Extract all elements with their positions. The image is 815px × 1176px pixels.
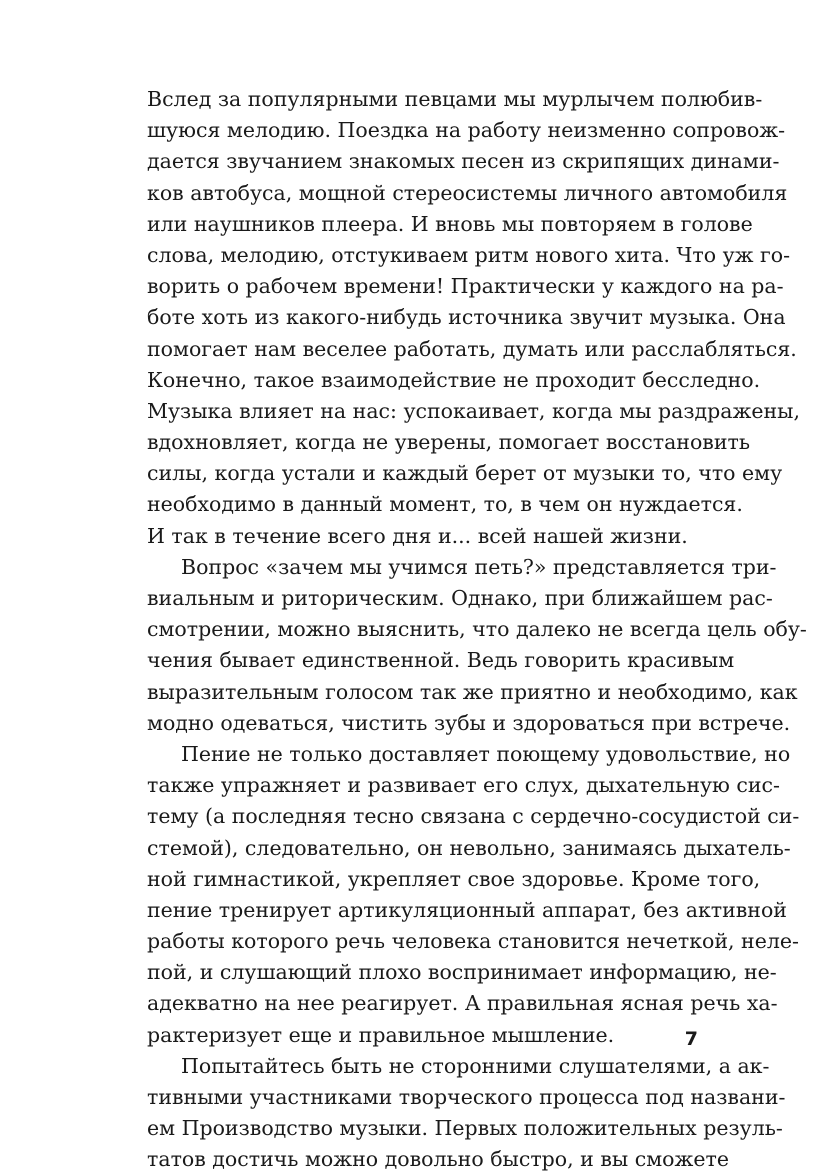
text-line: Конечно, такое взаимодействие не проходит бесследно. bbox=[147, 367, 761, 392]
text-line: пение тренирует артикуляционный аппарат, без активной bbox=[147, 897, 787, 922]
text-line: работы которого речь человека становится нечеткой, неле- bbox=[147, 929, 799, 954]
body-text bbox=[147, 84, 807, 1176]
paragraph bbox=[147, 739, 800, 1051]
text-line: помогает нам веселее работать, думать или расслабляться. bbox=[147, 336, 797, 361]
paragraph bbox=[147, 1051, 786, 1176]
text-line: необходимо в данный момент, то, в чем он нуждается. bbox=[147, 492, 743, 517]
text-line: ем Производство музыки. Первых положительных резуль- bbox=[147, 1116, 783, 1141]
text-line: или наушников плеера. И вновь мы повторяем в голове bbox=[147, 211, 753, 236]
text-line: адекватно на нее реагирует. А правильная ясная речь ха- bbox=[147, 991, 778, 1016]
text-line: тему (а последняя тесно связана с сердечно-сосудистой си- bbox=[147, 804, 800, 829]
text-line: стемой), следовательно, он невольно, занимаясь дыхатель- bbox=[147, 835, 791, 860]
text-line: слова, мелодию, отстукиваем ритм нового хита. Что уж го- bbox=[147, 242, 791, 267]
text-line: татов достичь можно довольно быстро, и вы сможете bbox=[147, 1147, 729, 1172]
text-line: шуюся мелодию. Поездка на работу неизменно сопровож- bbox=[147, 118, 786, 143]
page-number: 7 bbox=[684, 1028, 698, 1050]
text-line: силы, когда устали и каждый берет от музыки то, что ему bbox=[147, 461, 783, 486]
text-line: пой, и слушающий плохо воспринимает информацию, не- bbox=[147, 960, 777, 985]
text-line: рактеризует еще и правильное мышление. bbox=[147, 1022, 615, 1047]
text-line: также упражняет и развивает его слух, дыхательную сис- bbox=[147, 773, 780, 798]
text-line: ной гимнастикой, укрепляет свое здоровье. Кроме того, bbox=[147, 866, 761, 891]
text-line: тивными участниками творческого процесса под названи- bbox=[147, 1085, 786, 1109]
paragraph bbox=[147, 552, 807, 739]
text-line: Пение не только доставляет поющему удовольствие, но bbox=[181, 741, 791, 766]
text-line: Вслед за популярными певцами мы мурлычем полюбив- bbox=[147, 87, 763, 111]
text-line: вдохновляет, когда не уверены, помогает восстановить bbox=[147, 430, 751, 455]
text-line: чения бывает единственной. Ведь говорить красивым bbox=[147, 648, 735, 673]
text-line: смотрении, можно выяснить, что далеко не всегда цель обу- bbox=[147, 617, 807, 642]
paragraph bbox=[147, 84, 800, 552]
text-line: дается звучанием знакомых песен из скрипящих динами- bbox=[147, 149, 780, 174]
text-line: Музыка влияет на нас: успокаивает, когда мы раздражены, bbox=[147, 398, 800, 423]
text-line: Вопрос «зачем мы учимся петь?» представляется три- bbox=[181, 554, 777, 579]
text-line: ворить о рабочем времени! Практически у каждого на ра- bbox=[147, 274, 784, 299]
text-line: модно одеваться, чистить зубы и здороваться при встрече. bbox=[147, 710, 791, 735]
text-line: ков автобуса, мощной стереосистемы личного автомобиля bbox=[147, 180, 788, 205]
text-line: боте хоть из какого-нибудь источника звучит музыка. Она bbox=[147, 305, 786, 330]
text-line: И так в течение всего дня и... всей нашей жизни. bbox=[147, 523, 688, 548]
text-line: виальным и риторическим. Однако, при ближайшем рас- bbox=[147, 586, 773, 610]
text-line: Попытайтесь быть не сторонними слушателями, а ак- bbox=[181, 1053, 770, 1078]
text-line: выразительным голосом так же приятно и необходимо, как bbox=[147, 679, 798, 704]
